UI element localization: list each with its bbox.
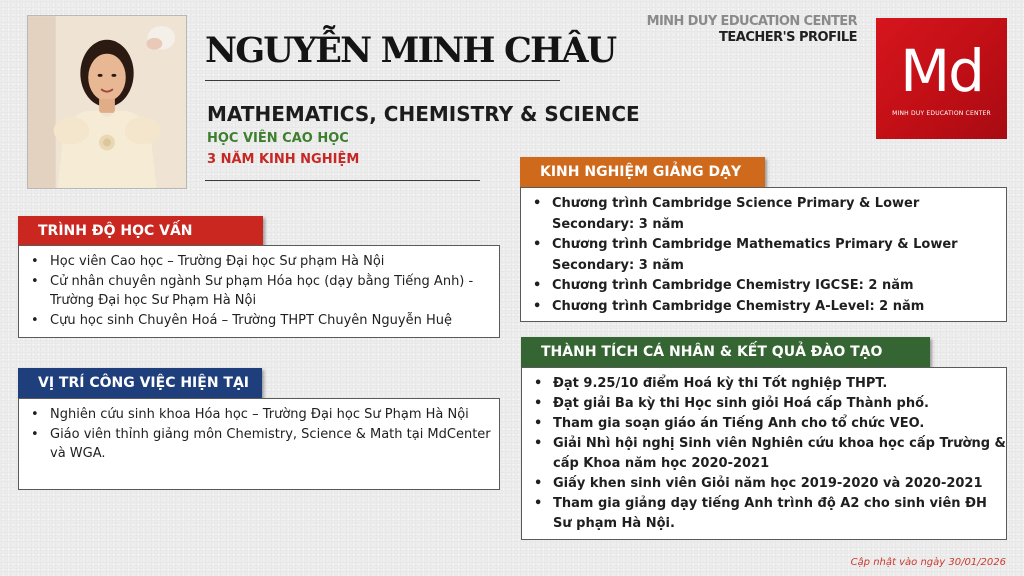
current-job-header: VỊ TRÍ CÔNG VIỆC HIỆN TẠI bbox=[18, 368, 262, 398]
list-item: • Chương trình Cambridge Mathematics Primary & Lower Secondary: 3 năm bbox=[521, 235, 1006, 276]
list-item: • Cử nhân chuyên ngành Sư phạm Hóa học (dạy bằng Tiếng Anh) - Trường Đại học Sư Phạm Hà Nội bbox=[19, 272, 499, 311]
list-item: • Giáo viên thỉnh giảng môn Chemistry, Science & Math tại MdCenter và WGA. bbox=[19, 425, 499, 464]
center-logo bbox=[876, 18, 1007, 139]
education-box bbox=[18, 245, 500, 338]
list-item: • Chương trình Cambridge Science Primary & Lower Secondary: 3 năm bbox=[521, 194, 1006, 235]
list-item: • Giấy khen sinh viên Giỏi năm học 2019-2020 và 2020-2021 bbox=[522, 474, 1006, 494]
achievements-box bbox=[521, 367, 1007, 540]
teacher-portrait-icon bbox=[28, 16, 186, 188]
center-name: MINH DUY EDUCATION CENTER bbox=[646, 14, 857, 29]
logo-mark: Md bbox=[900, 37, 983, 105]
list-item: • Học viên Cao học – Trường Đại học Sư phạm Hà Nội bbox=[19, 252, 499, 272]
list-item: • Đạt giải Ba kỳ thi Học sinh giỏi Hoá cấp Thành phố. bbox=[522, 394, 1006, 414]
list-item: • Đạt 9.25/10 điểm Hoá kỳ thi Tốt nghiệp THPT. bbox=[522, 374, 1006, 394]
achievements-header: THÀNH TÍCH CÁ NHÂN & KẾT QUẢ ĐÀO TẠO bbox=[521, 337, 930, 367]
current-job-box bbox=[18, 398, 500, 490]
list-item: • Cựu học sinh Chuyên Hoá – Trường THPT Chuyên Nguyễn Huệ bbox=[19, 311, 499, 331]
profile-label: TEACHER'S PROFILE bbox=[719, 30, 857, 45]
teacher-level: HỌC VIÊN CAO HỌC bbox=[207, 131, 349, 146]
list-item: • Tham gia giảng dạy tiếng Anh trình độ A2 cho sinh viên ĐH Sư phạm Hà Nội. bbox=[522, 494, 1006, 534]
logo-tagline: MINH DUY EDUCATION CENTER bbox=[892, 110, 991, 117]
teacher-subjects: MATHEMATICS, CHEMISTRY & SCIENCE bbox=[207, 102, 640, 126]
teacher-name: NGUYỄN MINH CHÂU bbox=[205, 30, 616, 71]
teaching-list bbox=[521, 194, 1006, 317]
education-list bbox=[19, 252, 499, 330]
list-item: • Tham gia soạn giáo án Tiếng Anh cho tổ chức VEO. bbox=[522, 414, 1006, 434]
updated-date: Cập nhật vào ngày 30/01/2026 bbox=[850, 557, 1006, 568]
info-divider bbox=[205, 180, 480, 181]
teaching-box bbox=[520, 187, 1007, 322]
list-item: • Nghiên cứu sinh khoa Hóa học – Trường Đại học Sư Phạm Hà Nội bbox=[19, 405, 499, 425]
teacher-photo bbox=[27, 15, 187, 189]
list-item: • Chương trình Cambridge Chemistry IGCSE: 2 năm bbox=[521, 276, 1006, 297]
name-divider bbox=[205, 80, 560, 81]
teacher-experience: 3 NĂM KINH NGHIỆM bbox=[207, 152, 360, 167]
list-item: • Giải Nhì hội nghị Sinh viên Nghiên cứu khoa học cấp Trường & cấp Khoa năm học 2020-2021 bbox=[522, 434, 1006, 474]
list-item: • Chương trình Cambridge Chemistry A-Level: 2 năm bbox=[521, 297, 1006, 318]
current-job-list bbox=[19, 405, 499, 464]
teaching-header: KINH NGHIỆM GIẢNG DẠY bbox=[520, 157, 765, 187]
education-header: TRÌNH ĐỘ HỌC VẤN bbox=[18, 216, 263, 246]
achievements-list bbox=[522, 374, 1006, 534]
